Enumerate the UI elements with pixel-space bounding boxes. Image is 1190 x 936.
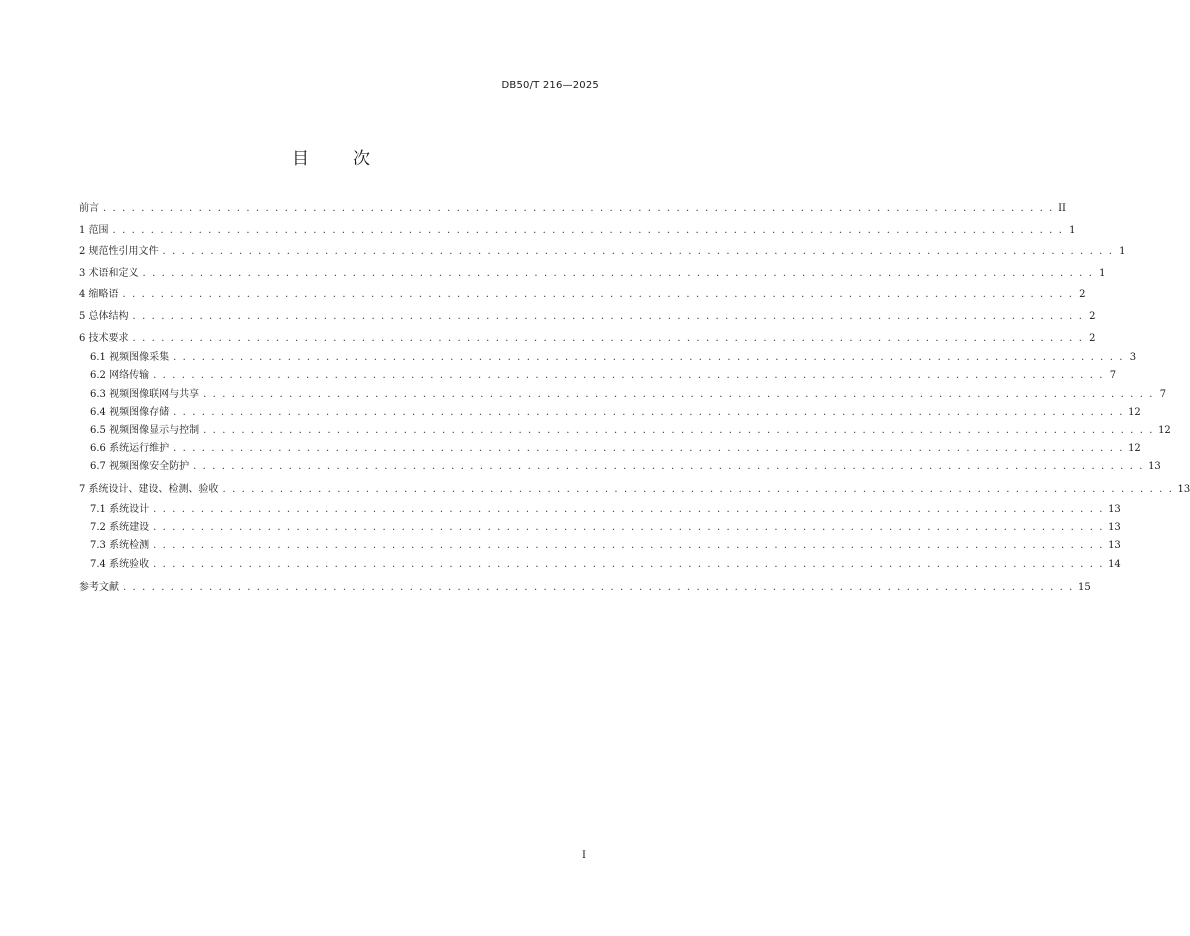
toc-leader-dots: . . . . . . . . . . . . . . . . . . . . . . . . . . . . . . . . . . . . . . . . . . . . . . . . . . . . . . . . . . . . . . . . . . . . . . . . . . . . . . . . . . . . . . . . . . . . . . . . . . . .	[173, 443, 1125, 455]
toc-entry-label: 7 系统设计、建设、检测、验收	[79, 484, 219, 496]
toc-entry-label: 6.7 视频图像安全防护	[90, 461, 190, 473]
toc-entry-label: 4 缩略语	[79, 289, 119, 301]
document-code: DB50/T 216—2025	[501, 80, 599, 91]
toc-entry[interactable]	[79, 241, 1126, 263]
toc-leader-dots: . . . . . . . . . . . . . . . . . . . . . . . . . . . . . . . . . . . . . . . . . . . . . . . . . . . . . . . . . . . . . . . . . . . . . . . . . . . . . . . . . . . . . . . . . . . . . . . . . . . .	[132, 310, 1084, 322]
toc-entry-page: 12	[1128, 406, 1141, 418]
toc-entry-page: 13	[1108, 504, 1121, 516]
toc-entry-page: 3	[1129, 352, 1137, 364]
toc-entry[interactable]	[79, 198, 1066, 220]
toc-entry-label: 7.2 系统建设	[90, 522, 150, 534]
table-of-contents	[79, 198, 1190, 598]
toc-leader-dots: . . . . . . . . . . . . . . . . . . . . . . . . . . . . . . . . . . . . . . . . . . . . . . . . . . . . . . . . . . . . . . . . . . . . . . . . . . . . . . . . . . . . . . . . . . . . . . . . . . . .	[193, 461, 1145, 473]
toc-leader-dots: . . . . . . . . . . . . . . . . . . . . . . . . . . . . . . . . . . . . . . . . . . . . . . . . . . . . . . . . . . . . . . . . . . . . . . . . . . . . . . . . . . . . . . . . . . . . . . . . . . . .	[173, 352, 1125, 364]
toc-entry-page: 12	[1158, 424, 1171, 436]
toc-entry[interactable]	[79, 284, 1086, 306]
toc-entry-label: 6.5 视频图像显示与控制	[90, 424, 200, 436]
toc-leader-dots: . . . . . . . . . . . . . . . . . . . . . . . . . . . . . . . . . . . . . . . . . . . . . . . . . . . . . . . . . . . . . . . . . . . . . . . . . . . . . . . . . . . . . . . . . . . . . . . . . . . .	[153, 522, 1105, 534]
toc-entry-label: 7.3 系统检测	[90, 540, 150, 552]
toc-entry-page: 1	[1119, 246, 1126, 258]
toc-entry[interactable]	[79, 220, 1076, 242]
toc-entry[interactable]	[79, 328, 1096, 350]
toc-entry[interactable]	[79, 367, 1117, 385]
toc-leader-dots: . . . . . . . . . . . . . . . . . . . . . . . . . . . . . . . . . . . . . . . . . . . . . . . . . . . . . . . . . . . . . . . . . . . . . . . . . . . . . . . . . . . . . . . . . . . . . . . . . . . .	[203, 388, 1155, 400]
toc-leader-dots: . . . . . . . . . . . . . . . . . . . . . . . . . . . . . . . . . . . . . . . . . . . . . . . . . . . . . . . . . . . . . . . . . . . . . . . . . . . . . . . . . . . . . . . . . . . . . . . . . . . .	[153, 540, 1105, 552]
toc-entry-page: 7	[1159, 388, 1167, 400]
toc-leader-dots: . . . . . . . . . . . . . . . . . . . . . . . . . . . . . . . . . . . . . . . . . . . . . . . . . . . . . . . . . . . . . . . . . . . . . . . . . . . . . . . . . . . . . . . . . . . . . . . . . . . .	[132, 332, 1084, 344]
toc-leader-dots: . . . . . . . . . . . . . . . . . . . . . . . . . . . . . . . . . . . . . . . . . . . . . . . . . . . . . . . . . . . . . . . . . . . . . . . . . . . . . . . . . . . . . . . . . . . . . . . . . . . .	[173, 406, 1125, 418]
toc-entry-page: 14	[1108, 558, 1121, 570]
toc-entry-label: 6.2 网络传输	[90, 370, 150, 382]
toc-leader-dots: . . . . . . . . . . . . . . . . . . . . . . . . . . . . . . . . . . . . . . . . . . . . . . . . . . . . . . . . . . . . . . . . . . . . . . . . . . . . . . . . . . . . . . . . . . . . . . . . . . . .	[222, 484, 1174, 496]
toc-entry-label: 2 规范性引用文件	[79, 246, 159, 258]
toc-entry[interactable]	[79, 306, 1096, 328]
toc-entry[interactable]	[79, 556, 1121, 574]
toc-entry-page: 2	[1089, 332, 1096, 344]
toc-entry-label: 6.4 视频图像存储	[90, 406, 170, 418]
toc-entry-label: 5 总体结构	[79, 310, 129, 322]
toc-entry-page: 13	[1148, 461, 1161, 473]
toc-leader-dots: . . . . . . . . . . . . . . . . . . . . . . . . . . . . . . . . . . . . . . . . . . . . . . . . . . . . . . . . . . . . . . . . . . . . . . . . . . . . . . . . . . . . . . . . . . . . . . . . . . . .	[112, 224, 1064, 236]
toc-entry[interactable]	[79, 537, 1121, 555]
toc-entry-page: 13	[1108, 522, 1121, 534]
toc-leader-dots: . . . . . . . . . . . . . . . . . . . . . . . . . . . . . . . . . . . . . . . . . . . . . . . . . . . . . . . . . . . . . . . . . . . . . . . . . . . . . . . . . . . . . . . . . . . . . . . . . . . .	[153, 370, 1105, 382]
toc-entry-label: 6.6 系统运行维护	[90, 443, 170, 455]
toc-entry-label: 6 技术要求	[79, 332, 129, 344]
toc-entry-page: 13	[1177, 484, 1190, 496]
toc-entry-page: 12	[1128, 443, 1141, 455]
toc-entry[interactable]	[79, 458, 1161, 476]
toc-entry[interactable]	[79, 440, 1141, 458]
toc-entry[interactable]	[79, 349, 1137, 367]
toc-entry-label: 7.4 系统验收	[90, 558, 150, 570]
page-title: 目次	[292, 149, 414, 169]
toc-leader-dots: . . . . . . . . . . . . . . . . . . . . . . . . . . . . . . . . . . . . . . . . . . . . . . . . . . . . . . . . . . . . . . . . . . . . . . . . . . . . . . . . . . . . . . . . . . . . . . . . . . . .	[103, 203, 1054, 214]
toc-entry-label: 6.1 视频图像采集	[90, 352, 170, 364]
toc-entry-page: 2	[1079, 289, 1086, 301]
toc-leader-dots: . . . . . . . . . . . . . . . . . . . . . . . . . . . . . . . . . . . . . . . . . . . . . . . . . . . . . . . . . . . . . . . . . . . . . . . . . . . . . . . . . . . . . . . . . . . . . . . . . . . .	[122, 289, 1074, 301]
toc-entry-label: 7.1 系统设计	[90, 504, 150, 516]
toc-entry[interactable]	[79, 263, 1106, 285]
toc-entry[interactable]	[79, 422, 1171, 440]
toc-entry[interactable]	[79, 519, 1121, 537]
page-number: I	[582, 850, 586, 861]
toc-leader-dots: . . . . . . . . . . . . . . . . . . . . . . . . . . . . . . . . . . . . . . . . . . . . . . . . . . . . . . . . . . . . . . . . . . . . . . . . . . . . . . . . . . . . . . . . . . . . . . . . . . . .	[162, 246, 1114, 258]
toc-leader-dots: . . . . . . . . . . . . . . . . . . . . . . . . . . . . . . . . . . . . . . . . . . . . . . . . . . . . . . . . . . . . . . . . . . . . . . . . . . . . . . . . . . . . . . . . . . . . . . . . . . . .	[153, 558, 1105, 570]
toc-entry[interactable]	[79, 577, 1091, 599]
toc-entry[interactable]	[79, 386, 1167, 404]
toc-leader-dots: . . . . . . . . . . . . . . . . . . . . . . . . . . . . . . . . . . . . . . . . . . . . . . . . . . . . . . . . . . . . . . . . . . . . . . . . . . . . . . . . . . . . . . . . . . . . . . . . . . . .	[142, 267, 1094, 279]
toc-entry-page: II	[1058, 203, 1066, 214]
toc-entry-page: 15	[1077, 581, 1091, 593]
toc-entry-page: 13	[1108, 540, 1121, 552]
toc-entry[interactable]	[79, 404, 1141, 422]
toc-entry-page: 1	[1099, 267, 1106, 279]
toc-entry-page: 2	[1089, 310, 1096, 322]
toc-leader-dots: . . . . . . . . . . . . . . . . . . . . . . . . . . . . . . . . . . . . . . . . . . . . . . . . . . . . . . . . . . . . . . . . . . . . . . . . . . . . . . . . . . . . . . . . . . . . . . . . . . . .	[123, 581, 1074, 593]
toc-entry-page: 1	[1069, 224, 1076, 236]
toc-leader-dots: . . . . . . . . . . . . . . . . . . . . . . . . . . . . . . . . . . . . . . . . . . . . . . . . . . . . . . . . . . . . . . . . . . . . . . . . . . . . . . . . . . . . . . . . . . . . . . . . . . . .	[153, 504, 1105, 516]
toc-entry[interactable]	[79, 501, 1121, 519]
toc-entry-page: 7	[1109, 370, 1117, 382]
toc-entry-label: 3 术语和定义	[79, 267, 139, 279]
toc-leader-dots: . . . . . . . . . . . . . . . . . . . . . . . . . . . . . . . . . . . . . . . . . . . . . . . . . . . . . . . . . . . . . . . . . . . . . . . . . . . . . . . . . . . . . . . . . . . . . . . . . . . .	[203, 424, 1155, 436]
toc-entry-label: 前言	[79, 203, 99, 214]
toc-entry-label: 6.3 视频图像联网与共享	[90, 388, 200, 400]
toc-entry-label: 1 范围	[79, 224, 109, 236]
toc-entry-label: 参考文献	[79, 581, 119, 593]
toc-entry[interactable]	[79, 479, 1190, 501]
